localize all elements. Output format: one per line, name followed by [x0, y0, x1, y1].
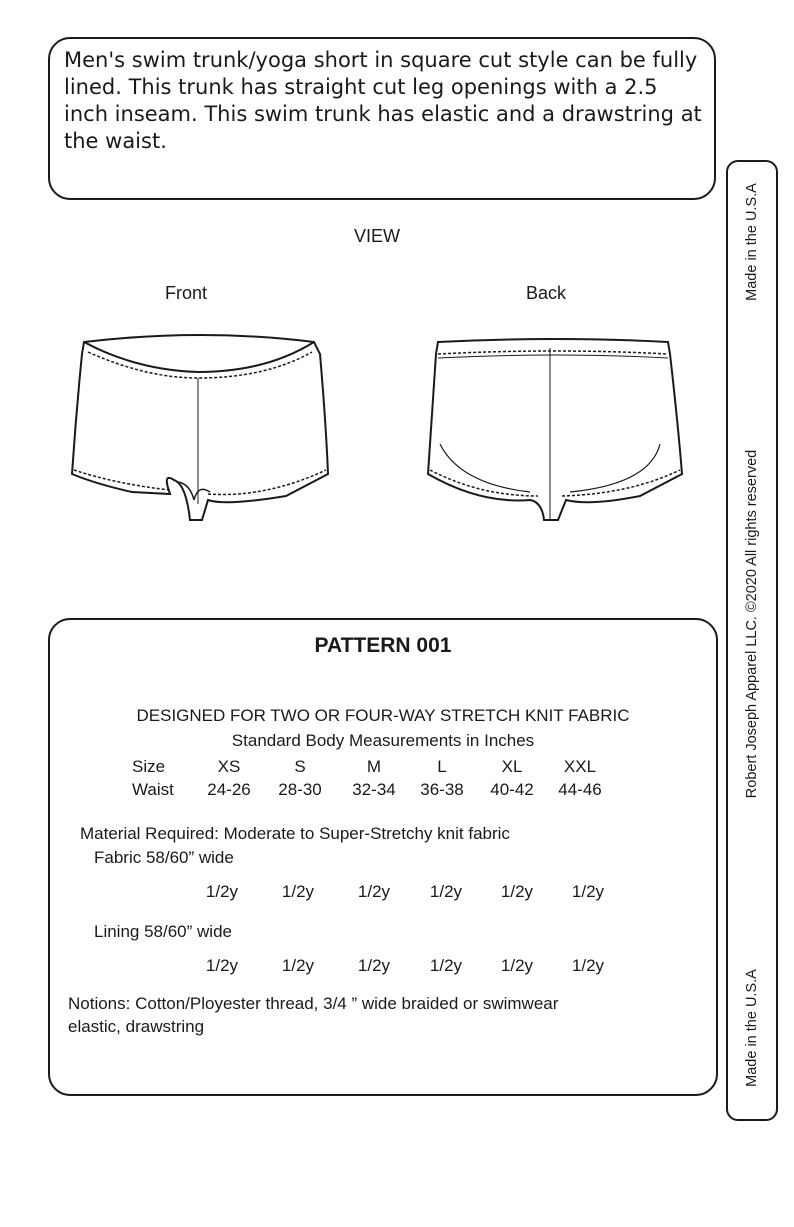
waist-cell: 28-30 — [278, 780, 322, 799]
size-cell: S — [294, 757, 306, 776]
fabric-yardage-cell: 1/2y — [281, 882, 315, 901]
side-label-middle: Robert Joseph Apparel LLC. ©2020 All rights reserved — [744, 449, 760, 799]
size-cell: L — [437, 757, 447, 776]
lining-yardage-cell: 1/2y — [357, 956, 391, 975]
back-view-label: Back — [526, 283, 567, 303]
size-cell: XS — [217, 757, 241, 776]
waist-cell: 40-42 — [490, 780, 534, 799]
lining-yardage-cell: 1/2y — [205, 956, 239, 975]
back-view-drawing — [420, 334, 692, 526]
measurements-heading: Standard Body Measurements in Inches — [231, 731, 535, 750]
description-box — [48, 37, 716, 200]
fabric-yardage-cell: 1/2y — [429, 882, 463, 901]
fabric-yardage-cell: 1/2y — [571, 882, 605, 901]
size-cell: XXL — [563, 757, 597, 776]
pattern-info-box — [48, 618, 718, 1096]
pattern-title: PATTERN 001 — [314, 634, 452, 657]
front-view-label: Front — [165, 283, 208, 303]
fabric-yardage-cell: 1/2y — [357, 882, 391, 901]
lining-yardage-cell: 1/2y — [571, 956, 605, 975]
description-text: Men's swim trunk/yoga short in square cut style can be fully lined. This trunk has straight cut leg openings with a 2.5 inch inseam. This swim trunk has elastic and a drawstring at the waist. — [64, 48, 702, 153]
size-cell: XL — [501, 757, 523, 776]
waist-cell: 36-38 — [420, 780, 464, 799]
front-view-drawing — [66, 334, 338, 526]
view-heading: VIEW — [353, 226, 400, 246]
notions-line-2: elastic, drawstring — [68, 1017, 205, 1036]
waist-cell: 32-34 — [352, 780, 396, 799]
material-required: Material Required: Moderate to Super-Stretchy knit fabric — [80, 824, 510, 843]
fabric-label: Fabric 58/60” wide — [94, 848, 234, 867]
side-label-top: Made in the U.S.A — [744, 183, 760, 301]
side-label-bottom-wrap — [728, 162, 776, 1123]
side-strip — [726, 160, 778, 1121]
fabric-type: DESIGNED FOR TWO OR FOUR-WAY STRETCH KNIT FABRIC — [136, 706, 630, 725]
fabric-yardage-cell: 1/2y — [205, 882, 239, 901]
size-cell: M — [366, 757, 382, 776]
waist-cell: 44-46 — [558, 780, 602, 799]
notions-line-1: Notions: Cotton/Ployester thread, 3/4 ” wide braided or swimwear — [68, 994, 559, 1013]
lining-label: Lining 58/60” wide — [94, 922, 232, 941]
lining-yardage-cell: 1/2y — [500, 956, 534, 975]
fabric-yardage-cell: 1/2y — [500, 882, 534, 901]
waist-cell: 24-26 — [207, 780, 251, 799]
size-label: Size — [132, 757, 166, 776]
lining-yardage-cell: 1/2y — [429, 956, 463, 975]
lining-yardage-cell: 1/2y — [281, 956, 315, 975]
side-label-bottom: Made in the U.S.A — [744, 969, 760, 1087]
waist-label: Waist — [132, 780, 174, 799]
